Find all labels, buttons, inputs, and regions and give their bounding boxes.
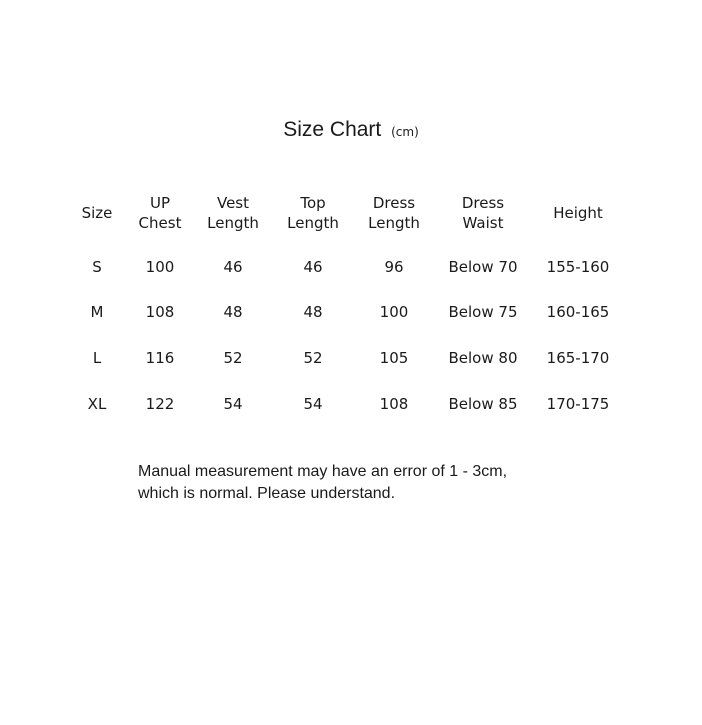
table-cell: 48 [303,303,323,321]
table-cell: 170-175 [546,395,610,413]
header-dress-length-line1: Dress [372,194,416,212]
table-cell: 165-170 [546,349,610,367]
table-cell: 96 [384,258,404,276]
table-cell: Below 75 [448,303,518,321]
table-cell: Below 85 [448,395,518,413]
header-dress-waist-line1: Dress [461,194,505,212]
header-up-chest-line2: Chest [138,214,182,232]
table-cell: 52 [303,349,323,367]
table-cell: 52 [223,349,243,367]
header-top-length-line2: Length [287,214,339,232]
table-cell: 46 [303,258,323,276]
table-cell: 100 [379,303,409,321]
table-cell: M [90,303,104,321]
table-cell: 108 [145,303,175,321]
table-cell: 160-165 [546,303,610,321]
header-dress-length-line2: Length [368,214,420,232]
table-cell: XL [87,395,107,413]
chart-title [0,118,702,142]
chart-title-unit: (cm) [391,125,419,139]
header-dress-waist-line2: Waist [462,214,504,232]
table-cell: 54 [303,395,323,413]
table-cell: 100 [145,258,175,276]
table-cell: Below 80 [448,349,518,367]
table-cell: Below 70 [448,258,518,276]
header-size-label: Size [81,204,113,222]
table-cell: 105 [379,349,409,367]
table-cell: 54 [223,395,243,413]
table-cell: 48 [223,303,243,321]
table-cell: 108 [379,395,409,413]
table-cell: L [92,349,102,367]
header-vest-length-line1: Vest [216,194,250,212]
chart-title-text: Size Chart [283,118,382,141]
measurement-note-line1: Manual measurement may have an error of 1 - 3cm, [138,463,508,480]
header-vest-length-line2: Length [207,214,259,232]
header-height [518,203,638,223]
header-up-chest-line1: UP [149,194,171,212]
table-cell: 116 [145,349,175,367]
header-height-label: Height [553,204,603,222]
header-top-length-line1: Top [300,194,326,212]
measurement-note [138,461,507,505]
measurement-note-line2: which is normal. Please understand. [138,485,396,502]
table-cell: S [92,258,102,276]
table-cell: 122 [145,395,175,413]
table-cell: 155-160 [546,258,610,276]
table-cell: 46 [223,258,243,276]
